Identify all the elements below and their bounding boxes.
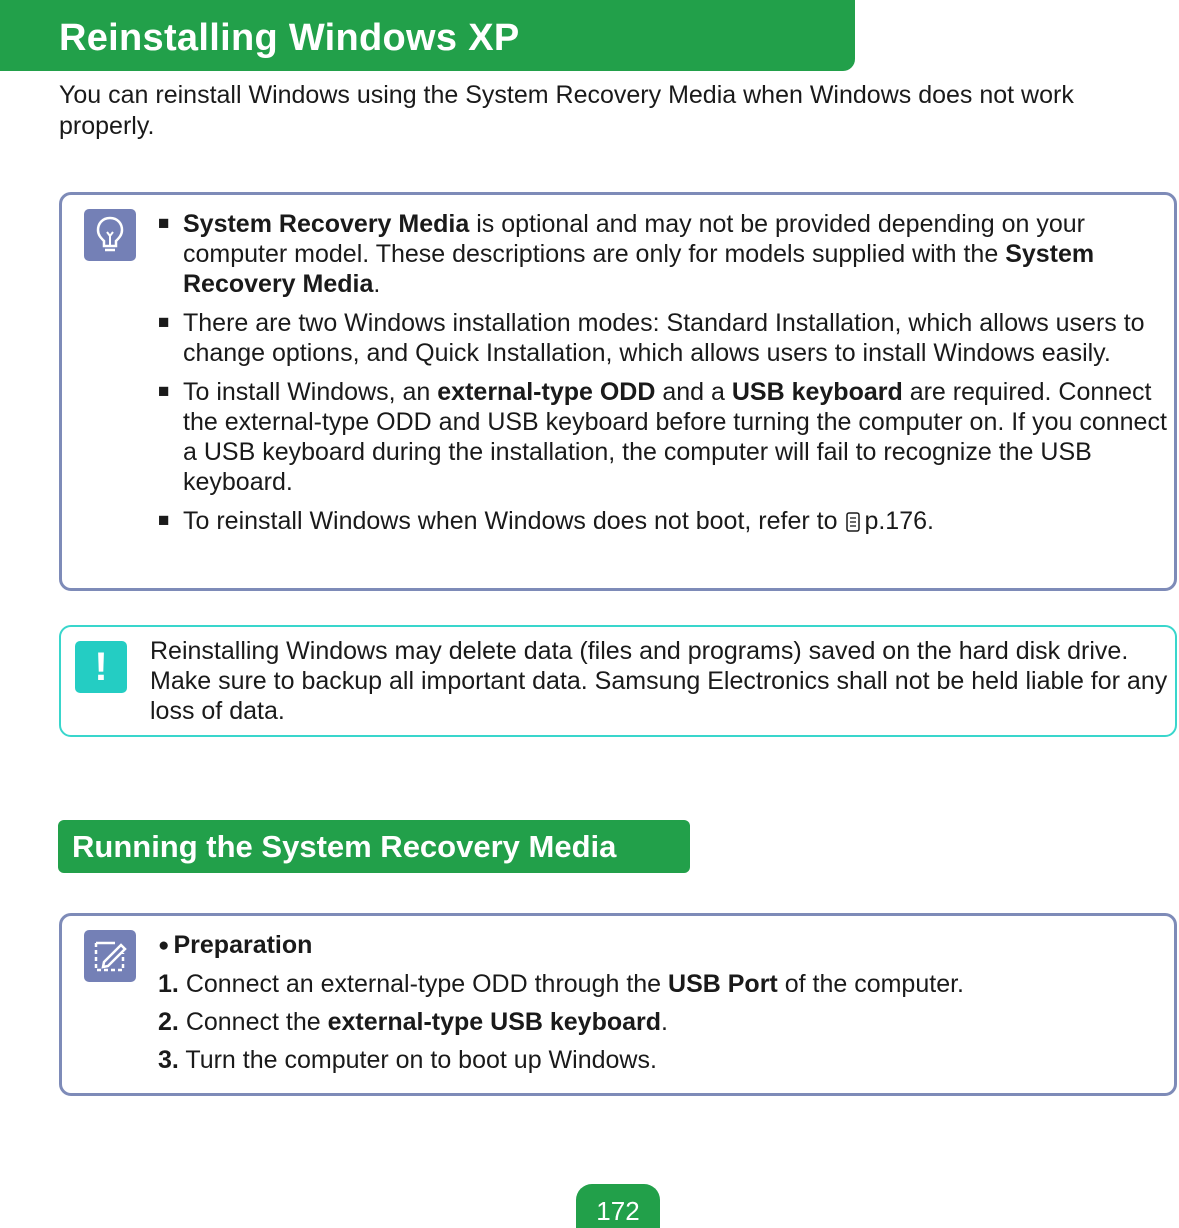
step-text: Turn the computer on to boot up Windows. xyxy=(185,1046,657,1074)
step-text: Connect an external-type ODD through the xyxy=(185,970,669,998)
tip-text: . xyxy=(373,270,381,298)
tip-text: To install Windows, an xyxy=(183,378,438,406)
title-banner xyxy=(0,0,855,71)
tip-text: There are two Windows installation modes: Standard Installation, which allows users to change options, and Quick Installation, which allows users to install Windows easily. xyxy=(183,309,1145,367)
page-number-tab xyxy=(576,1184,660,1228)
warning-box xyxy=(59,625,1177,737)
tip-text: are required. Connect the external-type ODD and USB keyboard before turning the computer on. If you connect a USB keyboard during the installation, the computer will fail to recognize the USB keyboard. xyxy=(183,378,1167,496)
exclamation-mark: ! xyxy=(94,645,108,689)
preparation-box xyxy=(59,913,1177,1096)
pencil-memo-icon xyxy=(84,930,136,982)
tip-item xyxy=(158,308,1173,368)
page-reference-link[interactable]: p.176. xyxy=(864,507,934,535)
tip-text: To reinstall Windows when Windows does not boot, refer to xyxy=(183,507,845,535)
intro-paragraph: You can reinstall Windows using the System Recovery Media when Windows does not work properly. xyxy=(59,81,1074,140)
step-bold: external-type USB keyboard xyxy=(327,1008,662,1036)
step-number: 3. xyxy=(158,1046,179,1074)
square-bullet: ■ xyxy=(158,312,170,333)
section-banner xyxy=(58,820,690,873)
step-text: of the computer. xyxy=(777,970,964,998)
tip-bold: System Recovery Media xyxy=(183,240,1095,298)
preparation-heading-text: Preparation xyxy=(173,931,313,959)
step-text: Connect the xyxy=(185,1008,328,1036)
tip-bold: USB keyboard xyxy=(731,378,903,406)
tip-item xyxy=(158,506,1173,539)
tip-item xyxy=(158,209,1173,299)
preparation-step xyxy=(158,1045,1158,1075)
square-bullet: ■ xyxy=(158,510,170,531)
preparation-content xyxy=(158,930,1158,1083)
square-bullet: ■ xyxy=(158,381,170,402)
warning-text: Reinstalling Windows may delete data (files and programs) saved on the hard disk drive. Make sure to backup all important data. Samsung Electronics shall not be held liable for any loss of data. xyxy=(150,637,1168,725)
step-bold: USB Port xyxy=(668,970,778,998)
manual-reference-icon xyxy=(846,509,860,539)
section-title: Running the System Recovery Media xyxy=(72,829,617,864)
square-bullet: ■ xyxy=(158,213,170,234)
step-number: 2. xyxy=(158,1008,179,1036)
page-number: 172 xyxy=(596,1196,640,1226)
step-number: 1. xyxy=(158,970,179,998)
tip-bold: external-type ODD xyxy=(437,378,656,406)
round-bullet: ● xyxy=(158,935,170,956)
lightbulb-icon xyxy=(84,209,136,261)
tip-text: and a xyxy=(655,378,732,406)
step-text: . xyxy=(661,1008,668,1036)
page-title: Reinstalling Windows XP xyxy=(59,17,520,59)
tip-list xyxy=(158,209,1173,548)
tip-box xyxy=(59,192,1177,591)
preparation-step xyxy=(158,1007,1158,1037)
preparation-heading xyxy=(158,930,1158,961)
preparation-step xyxy=(158,969,1158,999)
tip-text: is optional and may not be provided depending on your computer model. These descriptions are only for models supplied with the xyxy=(183,210,1085,268)
tip-bold: System Recovery Media xyxy=(183,210,470,238)
exclamation-icon xyxy=(75,641,127,693)
tip-item xyxy=(158,377,1173,497)
